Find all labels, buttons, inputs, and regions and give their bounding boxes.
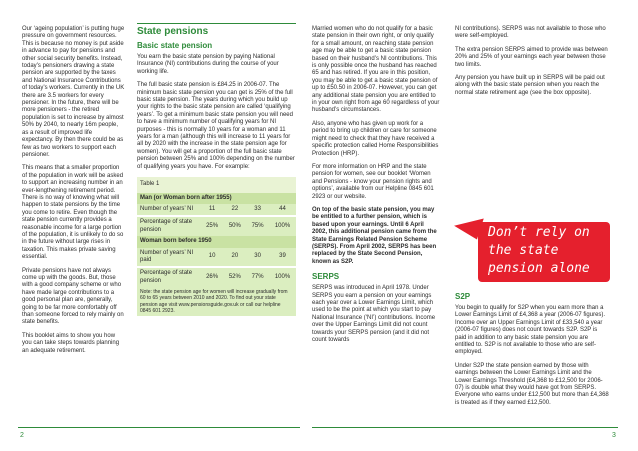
table-cell: 10: [201, 248, 224, 267]
table-cell: 39: [269, 248, 296, 267]
column-1: [22, 26, 125, 361]
footer-rule-right: [312, 427, 618, 428]
body-paragraph: Married women who do not qualify for a basic state pension in their own right, or only qualify for a small amount, on reaching state pension age may be able to get a basic state pension based on their husband’s NI contributions. This is only possible once the husband has reached 65 and has retired. If you are in this position, you may be able to get a basic state pension of up to £50.50 in 2006-07. However, you can get any additional state pension you are entitled to in your own right from age 60 regardless of your husband’s circumstances.: [312, 26, 440, 114]
row-label: Percentage of state pension: [137, 268, 201, 287]
body-paragraph: This booklet aims to show you how you can take steps towards planning an adequate retirement.: [22, 332, 120, 354]
row-label: Percentage of state pension: [137, 217, 201, 236]
body-paragraph: This means that a smaller proportion of the population in work will be asked to support an increasing number in an ever-lengthening retirement period. There is no way of knowing what will happen to state pensions by the time you come to retire. Even though the state pension currently provides a reasonable income for a large portion of the population, it is unlikely to do so in the future without large rises in taxation. This makes private saving essential.: [22, 165, 124, 261]
table-group-header: Woman born before 1950: [137, 236, 296, 247]
table-cell: 11: [201, 204, 224, 215]
callout-line: the state: [488, 243, 559, 258]
row-label: Number of years’ NI: [137, 204, 201, 215]
table-cell: 52%: [223, 268, 246, 287]
table-cell: 22: [223, 204, 246, 215]
table-cell: 77%: [246, 268, 269, 287]
table-group-header: Man (or Woman born after 1955): [137, 193, 296, 204]
table-cell: 75%: [246, 217, 269, 236]
table-title: Table 1: [137, 177, 296, 192]
body-paragraph: The full basic state pension is £84.25 in 2006-07. The minimum basic state pension you can get is 25% of the full basic state pension. The years during which you build up your rights to the basic state pension are called ‘qualifying years’. To get a minimum basic state pension you will need to have a minimum number of qualifying years for NI purposes - this is normally 10 years for a woman and 11 years for a man (although this will increase to 11 years for all by 2020 with the increase in the state pension age for women). You will get a proportion of the full basic state pension between 25% and 100% depending on the number of qualifying years you have. For example:: [137, 82, 295, 170]
row-label: Number of years’ NI paid: [137, 248, 201, 267]
section-heading: State pensions: [137, 26, 209, 37]
body-paragraph: Also, anyone who has given up work for a period to bring up children or care for someone might need to check that they have received a specific protection called Home Responsibilities Protection (HRP).: [312, 120, 439, 157]
serps-heading: SERPS: [312, 272, 340, 282]
page-number-left: 2: [20, 432, 24, 439]
table-cell: 100%: [269, 217, 296, 236]
column-3: [312, 26, 440, 350]
footer-rule-left: [18, 427, 300, 428]
table-cell: 44: [269, 204, 296, 215]
callout-line: pension alone: [488, 261, 590, 276]
table-cell: 100%: [269, 268, 296, 287]
body-paragraph: You begin to qualify for S2P when you earn more than a Lower Earnings Limit of £4,368 a year (2006-07 figures). Income over an Upper Earnings Limit of £33,540 a year (2006-07 figures) does not count towards S2P. S2P is paid in addition to any basic state pension you are entitled to. S2P is not available to those who are self-employed.: [455, 305, 606, 356]
column-2: [137, 26, 296, 316]
table-row: [137, 268, 296, 287]
page-number-right: 3: [612, 432, 616, 439]
body-paragraph: You earn the basic state pension by paying National Insurance (NI) contributions during the course of your working life.: [137, 54, 279, 75]
table-note: Note: the state pension age for women will increase gradually from 60 to 65 years between 2010 and 2020. To find out your state pension age visit www.pensionsguide.gov.uk or call our helpline 0845 601 2923.: [137, 287, 296, 316]
table-cell: 25%: [201, 217, 224, 236]
table-row: [137, 204, 296, 215]
column-4: [455, 26, 609, 103]
table-cell: 26%: [201, 268, 224, 287]
subsection-heading: Basic state pension: [137, 41, 213, 50]
table-cell: 30: [246, 248, 269, 267]
table-cell: 33: [246, 204, 269, 215]
section-rule: [137, 23, 296, 24]
s2p-heading: S2P: [455, 292, 471, 301]
table-cell: 20: [223, 248, 246, 267]
s2p-section: [455, 290, 609, 413]
body-paragraph: Private pensions have not always come up with the goods. But, those with a good company scheme or who have made large contributions to a good personal plan are, generally, going to be far more comfortably off than someone forced to rely mainly on state benefits.: [22, 267, 124, 326]
body-paragraph: NI contributions). SERPS was not available to those who were self-employed.: [455, 26, 606, 40]
bold-paragraph: On top of the basic state pension, you may be entitled to a further pension, which is based upon your earnings. Until 6 April 2002, this additional pension came from the State Earnings Related Pension Scheme (SERPS). From April 2002, SERPS has been replaced by the State Second Pension, known as S2P.: [312, 206, 437, 265]
body-paragraph: SERPS was introduced in April 1978. Under SERPS you earn a pension on your earnings each year over a Lower Earnings Limit, which used to be the point at which you start to pay National Insurance (‘NI’) contributions. Income over the Upper Earnings Limit did not count towards your SERPS pension (and it did not count towards: [312, 285, 436, 344]
body-paragraph: Under S2P the state pension earned by those with earnings between the Lower Earnings Limit and the Lower Earnings Threshold (£4,368 to £12,500 for 2006-07) is double what they would have got from SERPS. Everyone who earns under £12,500 but more than £4,368 is treated as if they earned £12,500.: [455, 362, 609, 406]
table-cell: 50%: [223, 217, 246, 236]
body-paragraph: For more information on HRP and the state pension for women, see our booklet ‘Women and Pensions - know your pension rights and options’, available from our Helpline 0845 601 2923 or our website.: [312, 163, 434, 200]
body-paragraph: Any pension you have built up in SERPS will be paid out along with the basic state pension when you reach the normal state retirement age (see the box opposite).: [455, 75, 605, 96]
body-paragraph: Our ‘ageing population’ is putting huge pressure on government resources. This is because no money is put aside in advance to pay for pensions and other social security benefits. Instead, today’s pensioners drawing a state pension are supported by the taxes and National Insurance Contributions of today’s workers. Currently in the UK there are 3.5 workers for every pensioner. In the future, there will be more pensioners - the retired population is set to increase by almost 50% by 2040, to nearly 16m people, as a result of improved life expectancy. By then there could be as few as two workers to support each pensioner.: [22, 26, 125, 158]
body-paragraph: The extra pension SERPS aimed to provide was between 20% and 25% of your earnings each year between those two limits.: [455, 46, 608, 68]
callout-text: [488, 224, 606, 278]
table-row: [137, 217, 296, 236]
qualifying-years-table: [137, 177, 296, 316]
table-row: [137, 248, 296, 267]
callout-line: Don’t rely on: [488, 225, 590, 240]
